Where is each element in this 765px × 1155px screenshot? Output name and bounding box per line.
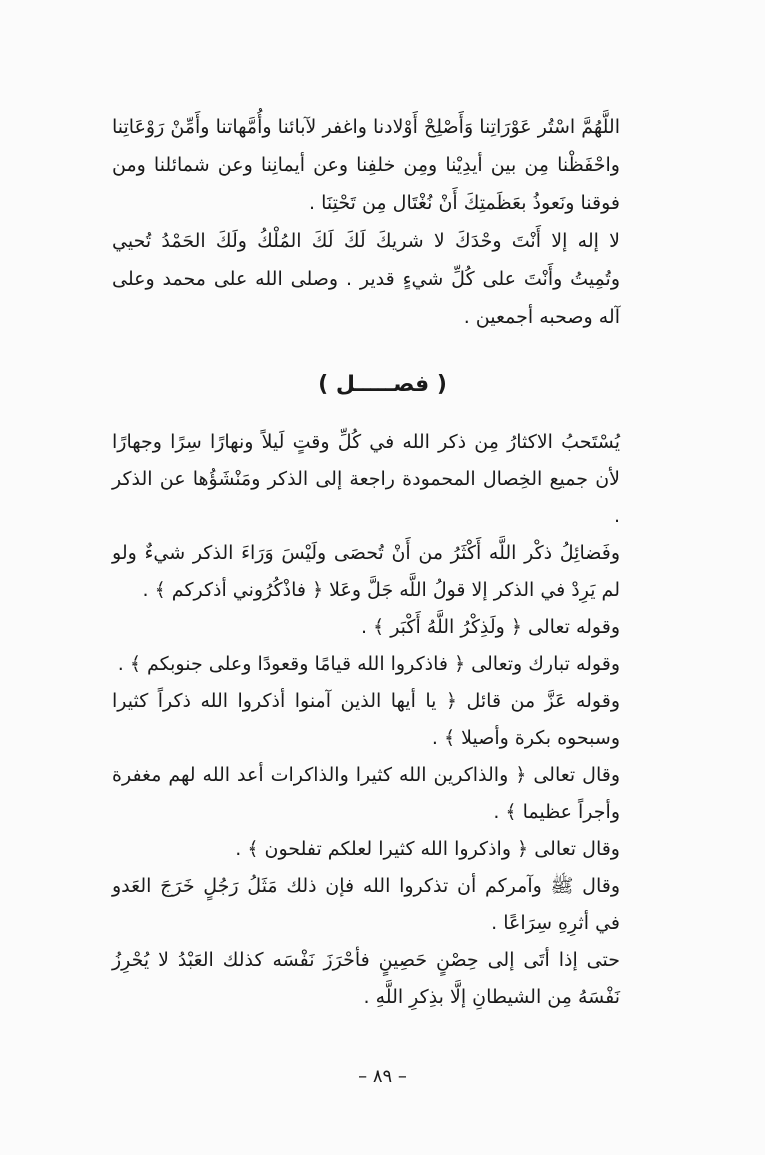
body-paragraph: وقوله تبارك وتعالى ﴿ فاذكروا الله قيامًا وقعودًا وعلى جنوبكم ﴾ .: [117, 653, 620, 675]
body-paragraph: وقال ﷺ وآمركم أن تذكروا الله فإن ذلك مَثَلُ رَجُلٍ خَرَجَ العَدو في أثرِهِ سِرَاعًا .: [112, 875, 620, 934]
opening-supplication: [112, 108, 648, 336]
body-paragraph: وقال تعالى ﴿ واذكروا الله كثيرا لعلكم تفلحون ﴾ .: [235, 838, 620, 860]
section-body: [112, 424, 648, 1016]
body-paragraph: وقوله عَزَّ من قائل ﴿ يا أيها الذين آمنوا أذكروا الله ذكراً كثيرا وسبحوه بكرة وأصيلا ﴾ .: [112, 690, 620, 749]
tahlil-paragraph: لا إله إلا أَنْتَ وحْدَكَ لا شريكَ لَكَ لَكَ المُلْكُ ولَكَ الحَمْدُ تُحيي وتُمِيتُ وأَنْتَ على كُلِّ شيءٍ قدير . وصلى الله على محمد وعلى آله وصحبه أجمعين .: [112, 230, 620, 328]
supplication-paragraph: اللَّهُمَّ اسْتُر عَوْرَاتِنا وَأَصْلِحْ أَوْلادنا واغفر لآبائنا وأُمَّهاتنا وأَمِّنْ رَوْعَاتِنا واحْفَظْنا مِن بين أيدِيْنا ومِن خلفِنا وعن أيمانِنا وعن شمائلنا ومن فوقنا ونَعوذُ بعَظَمتِكَ أَنْ نُغْتَال مِن تَحْتِنَا .: [112, 116, 620, 214]
body-paragraph: وفَضائِلُ ذكْر اللَّه أَكْثَرُ من أَنْ تُحصَى ولَيْسَ وَرَاءَ الذكر شيءٌ ولو لم يَرِدْ في الذكر إلا قولُ اللَّه جَلَّ وعَلا ﴿ فاذْكُرُوني أذكركم ﴾ .: [112, 542, 620, 601]
section-heading: ( فصـــــل ): [318, 372, 447, 397]
body-paragraph: وقال تعالى ﴿ والذاكرين الله كثيرا والذاكرات أعد الله لهم مغفرة وأجراً عظيما ﴾ .: [112, 764, 620, 823]
body-paragraph: حتى إذا أتَى إلى حِصْنٍ حَصِينٍ فأحْرَزَ نَفْسَه كذلك العَبْدُ لا يُحْرِزُ نَفْسَهُ مِن الشيطانِ إلَّا بذِكرِ اللَّهِ .: [112, 949, 620, 1008]
body-paragraph: وقوله تعالى ﴿ ولَذِكْرُ اللَّهُ أَكْبَر ﴾ .: [360, 616, 620, 638]
body-paragraph: يُسْتَحبُ الاكثارُ مِن ذكر الله في كُلِّ وقتٍ لَيلاً ونهارًا سِرًا وجهارًا لأن جميع الخِصال المحمودة راجعة إلى الذكر ومَنْشَؤُها عن الذكر .: [112, 431, 620, 527]
page-number: – ٨٩ –: [358, 1066, 407, 1087]
